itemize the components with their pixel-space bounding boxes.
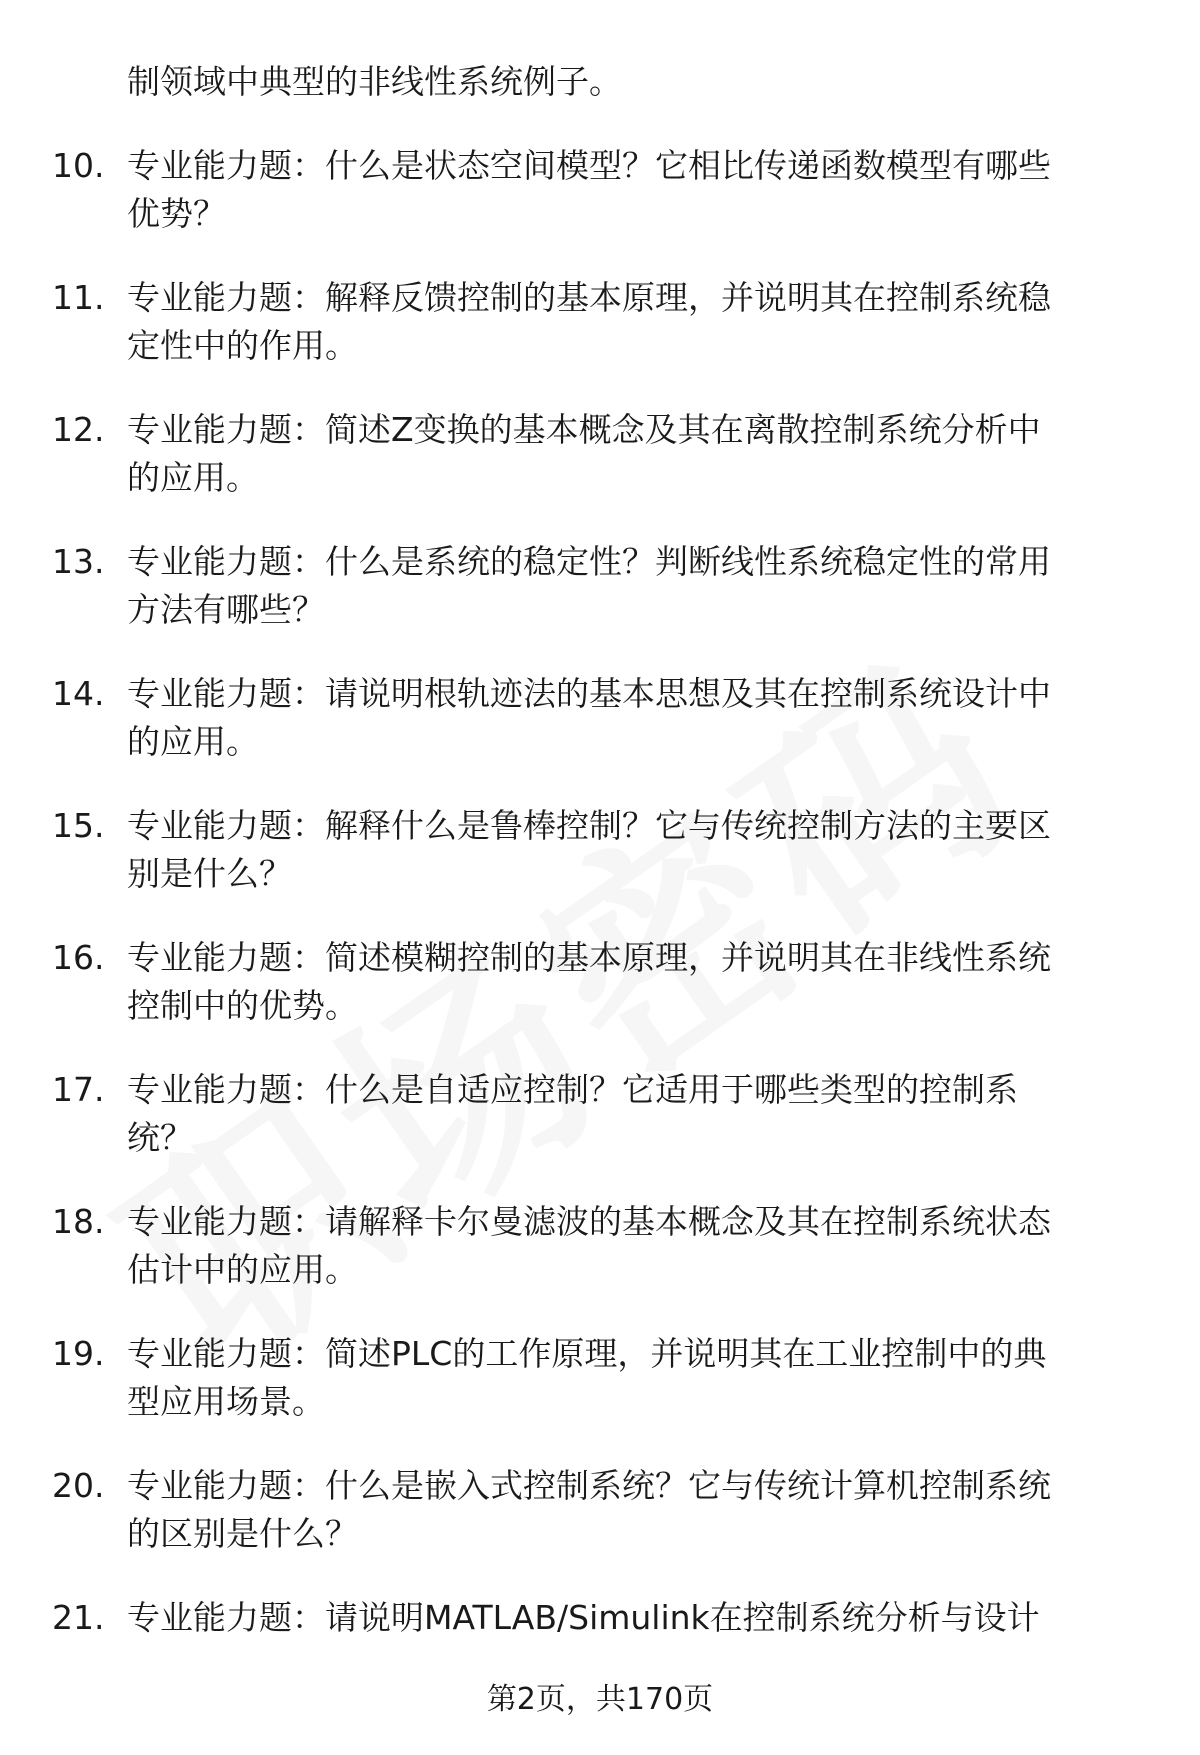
- item-text: [127, 274, 1147, 370]
- item-text-line: 专业能力题：解释反馈控制的基本原理，并说明其在控制系统稳: [127, 278, 1051, 317]
- item-text-line: 统？: [127, 1118, 193, 1157]
- item-number: 13.: [52, 542, 105, 581]
- item-text: [127, 934, 1147, 1030]
- item-number: 14.: [52, 674, 105, 713]
- item-number: 17.: [52, 1070, 105, 1109]
- item-text-line: 优势？: [127, 194, 226, 233]
- continuation-line: 制领域中典型的非线性系统例子。: [127, 62, 622, 101]
- list-item: [0, 538, 1200, 670]
- list-item: [0, 274, 1200, 406]
- item-text-line: 专业能力题：解释什么是鲁棒控制？它与传统控制方法的主要区: [127, 806, 1051, 845]
- item-text: [127, 670, 1147, 766]
- item-text: [127, 538, 1147, 634]
- item-text-line: 方法有哪些？: [127, 590, 325, 629]
- list-item: [0, 670, 1200, 802]
- item-text: [127, 1066, 1147, 1162]
- list-item: [0, 1462, 1200, 1594]
- item-number: 12.: [52, 410, 105, 449]
- list-item: [0, 934, 1200, 1066]
- item-number: 19.: [52, 1334, 105, 1373]
- list-item: [0, 1066, 1200, 1198]
- item-text: [127, 142, 1147, 238]
- item-text-line: 专业能力题：什么是状态空间模型？它相比传递函数模型有哪些: [127, 146, 1051, 185]
- item-text: [127, 406, 1147, 502]
- item-text-line: 专业能力题：简述PLC的工作原理，并说明其在工业控制中的典: [127, 1334, 1047, 1373]
- item-text-line: 估计中的应用。: [127, 1250, 358, 1289]
- item-text: [127, 802, 1147, 898]
- item-text-line: 型应用场景。: [127, 1382, 325, 1421]
- item-text-line: 的应用。: [127, 458, 259, 497]
- list-item: [0, 1198, 1200, 1330]
- item-text-line: 专业能力题：请解释卡尔曼滤波的基本概念及其在控制系统状态: [127, 1202, 1051, 1241]
- item-number: 11.: [52, 278, 105, 317]
- item-text-line: 专业能力题：什么是嵌入式控制系统？它与传统计算机控制系统: [127, 1466, 1051, 1505]
- item-text: [127, 1594, 1147, 1642]
- item-text-line: 专业能力题：请说明根轨迹法的基本思想及其在控制系统设计中: [127, 674, 1051, 713]
- item-text-line: 别是什么？: [127, 854, 292, 893]
- list-item: [0, 1330, 1200, 1462]
- question-list: [0, 142, 1200, 1726]
- item-text: [127, 1462, 1147, 1558]
- item-text: [127, 1198, 1147, 1294]
- item-number: 15.: [52, 806, 105, 845]
- item-text-line: 专业能力题：什么是自适应控制？它适用于哪些类型的控制系: [127, 1070, 1018, 1109]
- item-text-line: 的区别是什么？: [127, 1514, 358, 1553]
- page-footer: 第2页，共170页: [486, 1682, 714, 1717]
- item-text-line: 专业能力题：简述模糊控制的基本原理，并说明其在非线性系统: [127, 938, 1051, 977]
- item-text-line: 专业能力题：简述Z变换的基本概念及其在离散控制系统分析中: [127, 410, 1041, 449]
- item-number: 21.: [52, 1598, 105, 1637]
- item-number: 10.: [52, 146, 105, 185]
- list-item: [0, 406, 1200, 538]
- item-text-line: 控制中的优势。: [127, 986, 358, 1025]
- item-text-line: 定性中的作用。: [127, 326, 358, 365]
- item-number: 18.: [52, 1202, 105, 1241]
- item-number: 16.: [52, 938, 105, 977]
- item-text: [127, 1330, 1147, 1426]
- item-text-line: 专业能力题：什么是系统的稳定性？判断线性系统稳定性的常用: [127, 542, 1051, 581]
- item-text-line: 的应用。: [127, 722, 259, 761]
- list-item: [0, 142, 1200, 274]
- item-number: 20.: [52, 1466, 105, 1505]
- item-text-line: 专业能力题：请说明MATLAB/Simulink在控制系统分析与设计: [127, 1598, 1040, 1637]
- list-item: [0, 802, 1200, 934]
